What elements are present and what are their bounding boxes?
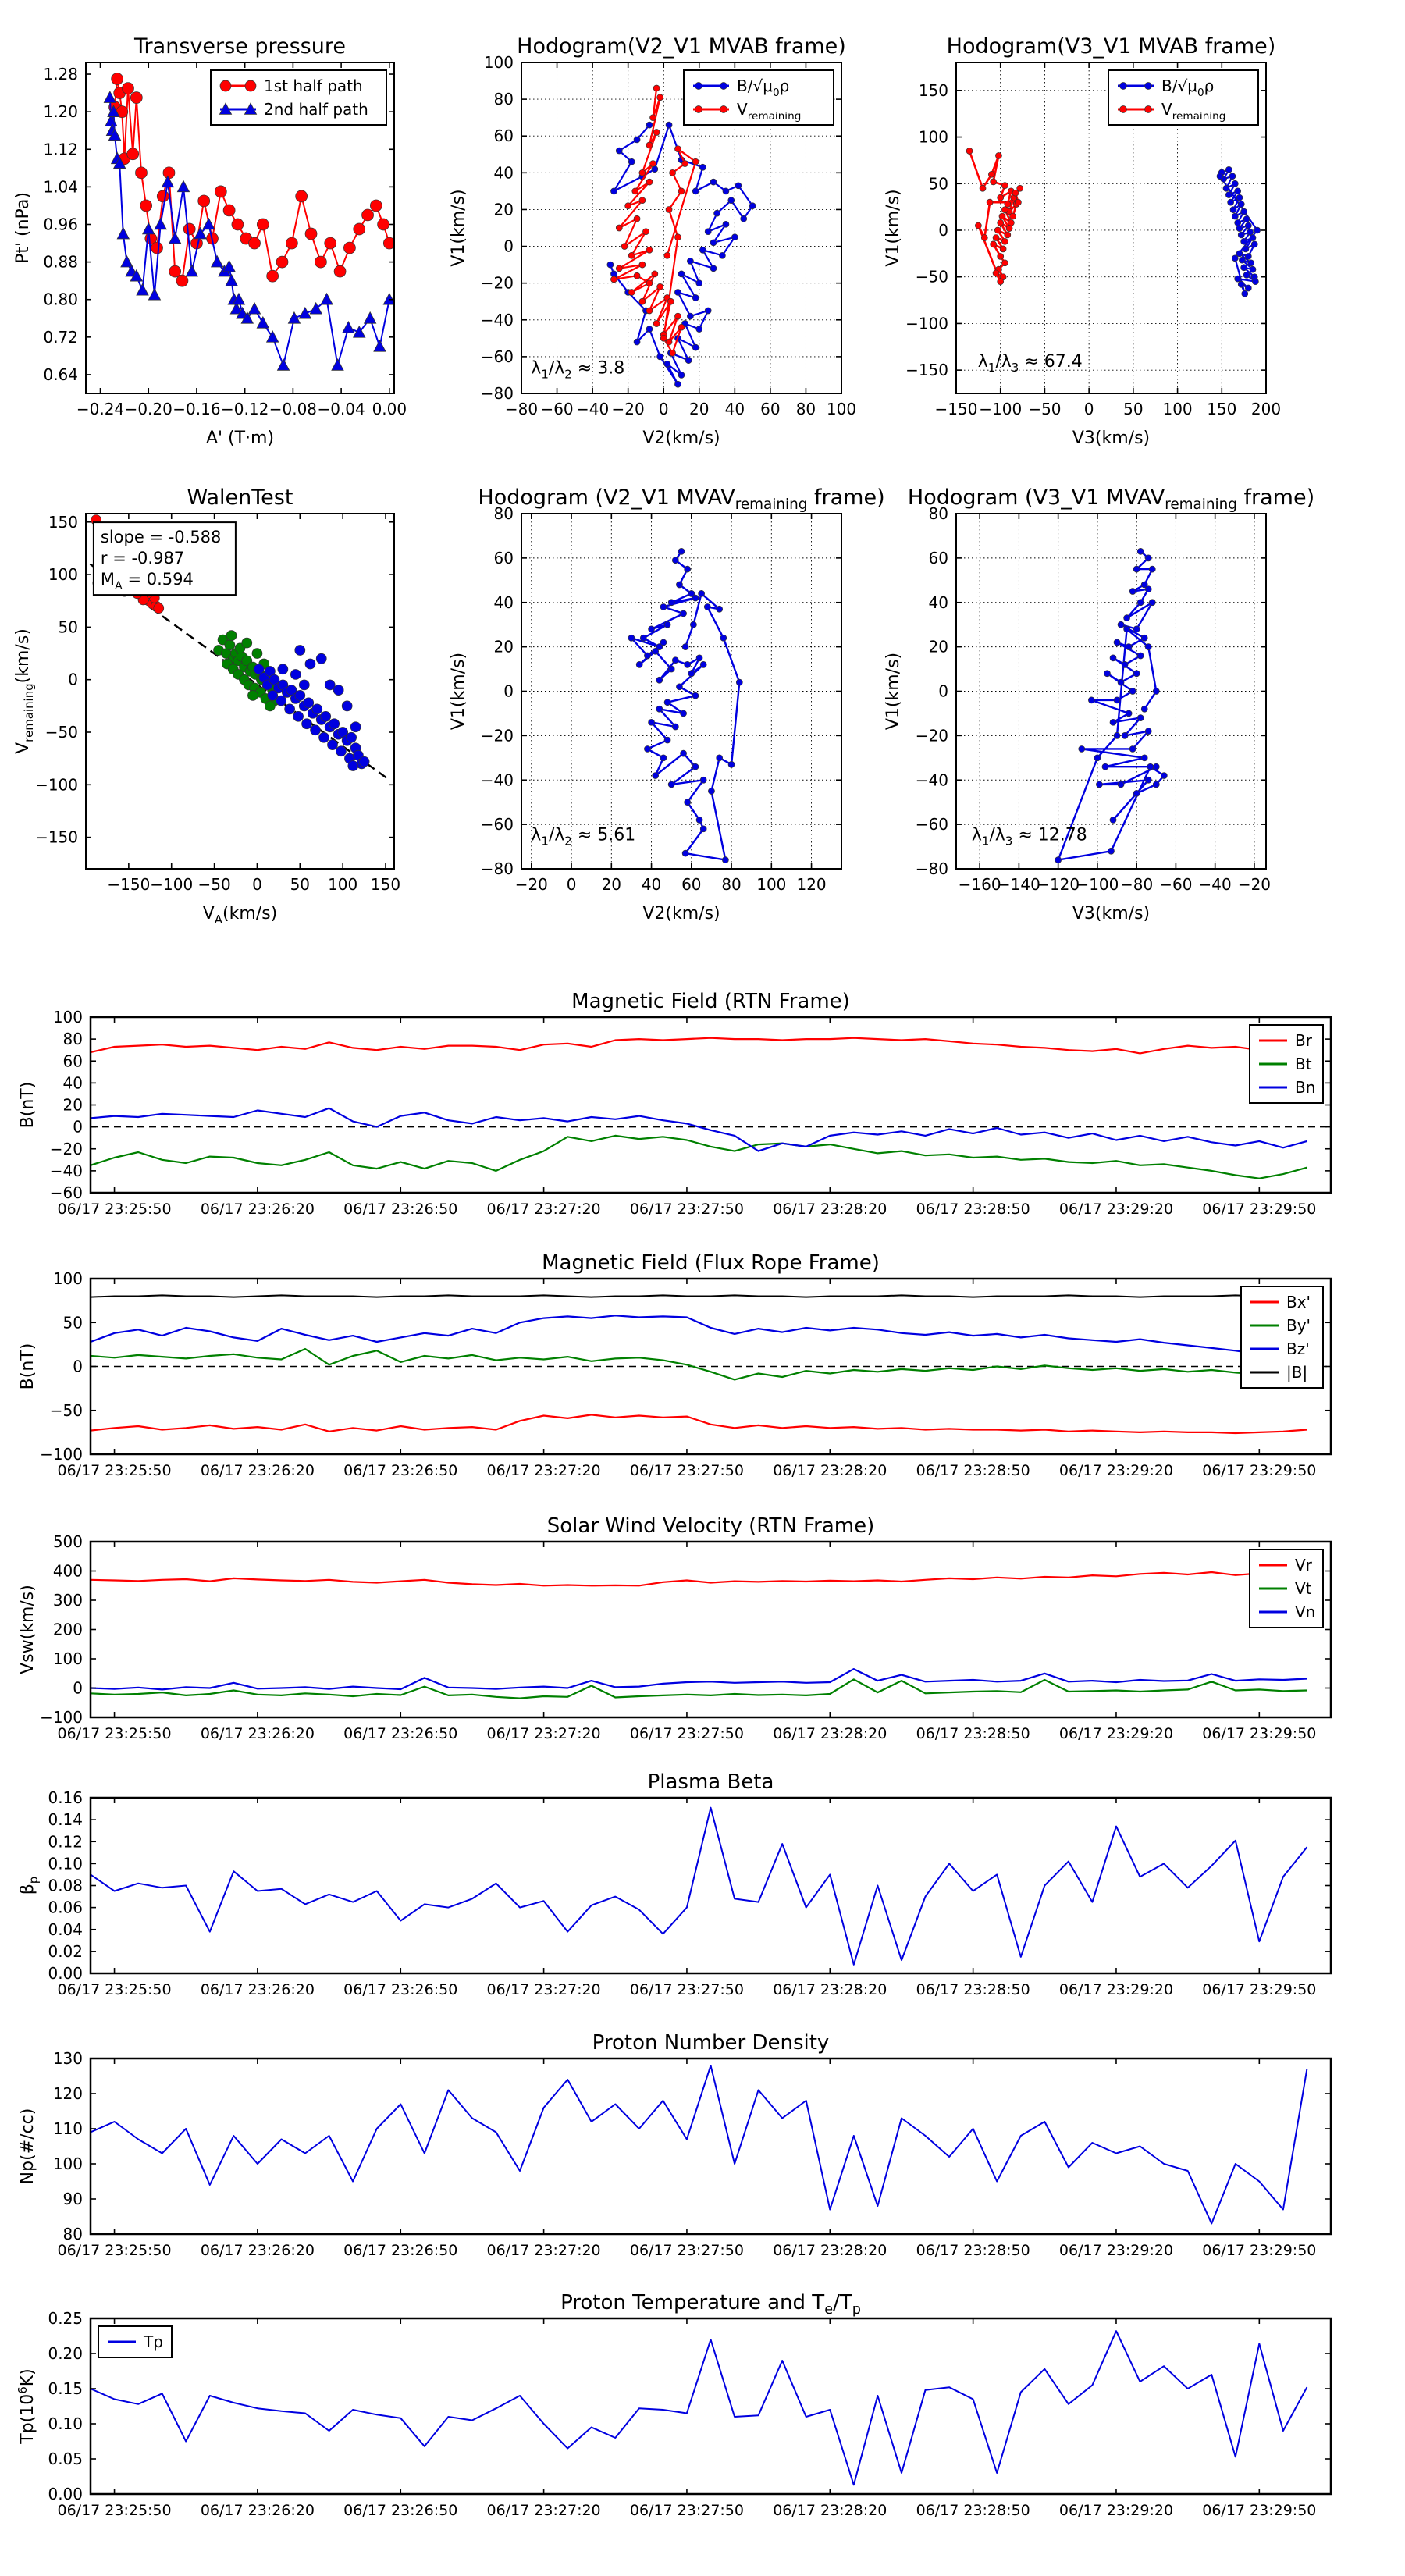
y-tick-label: 300 [52,1591,83,1610]
x-tick-label: 20 [689,400,710,418]
legend-label: Bn [1295,1078,1316,1097]
x-tick-label: 06/17 23:26:20 [200,2242,315,2259]
y-tick-label: 100 [52,1008,83,1026]
panel-hodogram_v3v1_mvav [884,486,1314,923]
x-axis-label: $V_A(km/s)$ [202,904,278,927]
panel-vsw_rtn [18,1514,1331,1742]
x-tick-label: 06/17 23:27:20 [486,2242,601,2259]
series-Bx' [91,1414,1307,1433]
y-tick-label: −60 [480,347,514,366]
axes-box [956,514,1266,869]
y-tick-label: 0.14 [48,1810,83,1830]
x-tick-label: 50 [290,875,311,894]
panel-plasma_beta [18,1770,1331,1998]
panel-walen_test [13,486,400,927]
axes-box [91,1017,1331,1193]
y-axis-label: $Tp(10^6K)$ [16,2368,37,2444]
panel-mag_rtn [18,990,1331,1218]
series-group [91,1038,1307,1179]
y-tick-label: −150 [905,361,948,380]
x-tick-label: −160 [958,875,1001,894]
x-tick-label: 06/17 23:29:50 [1202,2242,1317,2259]
series-Vr [91,1571,1307,1586]
x-tick-label: 06/17 23:28:20 [773,2242,887,2259]
y-axis-label: Np(#/cc) [18,2108,37,2185]
y-tick-label: −20 [480,273,514,293]
x-tick-label: 06/17 23:25:50 [57,2242,172,2259]
x-tick-label: −40 [1198,875,1232,894]
x-tick-label: 06/17 23:27:20 [486,1462,601,1479]
legend-label: Bt [1295,1055,1312,1073]
y-tick-label: 50 [62,1313,83,1332]
x-tick-label: 06/17 23:26:50 [343,2502,458,2519]
y-tick-label: 1.04 [43,177,78,197]
series-group [628,548,742,863]
y-tick-label: 0.88 [43,252,78,272]
y-axis-label: $V_{remaining}(km/s)$ [13,628,36,754]
series-group [91,2331,1307,2485]
x-tick-label: 06/17 23:27:50 [629,2242,745,2259]
y-tick-label: 0 [73,1678,83,1698]
legend-label: $V_{remaining}$ [1161,100,1226,123]
x-tick-label: −50 [1028,400,1062,418]
x-tick-label: 06/17 23:28:50 [916,2502,1030,2519]
annotation: $\lambda_1/\lambda_3 \approx 12.78$ [971,825,1087,849]
y-axis-label: V1(km/s) [449,189,468,267]
y-tick-label: 40 [62,1073,83,1093]
panel-title: Proton Temperature and $T_e/T_p$ [560,2291,861,2318]
legend [1250,1550,1323,1628]
x-tick-label: 06/17 23:28:50 [916,1981,1030,1998]
legend [1108,70,1258,125]
y-tick-label: 150 [918,80,948,100]
x-tick-label: 0 [1083,400,1094,418]
panel-proton_temp [16,2291,1331,2519]
panel-hodogram_v3v1_mvab [884,34,1281,448]
y-tick-label: −20 [915,726,948,745]
y-tick-label: −20 [480,726,514,745]
panel-title: Magnetic Field (RTN Frame) [571,990,850,1013]
x-tick-label: 06/17 23:29:50 [1202,1462,1317,1479]
x-tick-label: −20 [611,400,645,418]
y-tick-label: −100 [40,1708,83,1727]
panel-title: Hodogram(V3_V1 MVAB frame) [946,34,1276,59]
y-tick-label: 0.02 [48,1941,83,1961]
y-tick-label: −80 [915,859,948,878]
x-tick-label: 06/17 23:29:50 [1202,1201,1317,1218]
panel-mag_fluxrope [18,1251,1331,1479]
x-tick-label: 06/17 23:26:50 [343,1462,458,1479]
x-tick-label: 06/17 23:26:50 [343,1725,458,1742]
x-tick-label: −20 [514,875,548,894]
x-tick-label: −100 [979,400,1023,418]
y-tick-label: 80 [493,90,514,109]
y-tick-label: 40 [493,592,514,612]
x-tick-label: 06/17 23:25:50 [57,1981,172,1998]
y-axis-label: V1(km/s) [884,189,903,267]
y-tick-label: 100 [483,53,514,72]
x-tick-label: 50 [1123,400,1144,418]
x-tick-label: 06/17 23:28:20 [773,1462,887,1479]
x-tick-label: −20 [1237,875,1272,894]
y-tick-label: 0 [503,681,514,701]
y-tick-label: 1.28 [43,65,78,84]
y-tick-label: 80 [928,504,948,523]
x-tick-label: 06/17 23:29:20 [1058,1981,1174,1998]
series-group [91,1295,1307,1433]
x-tick-label: −0.24 [76,400,125,418]
panel-title: Hodogram(V2_V1 MVAB frame) [517,34,846,59]
y-tick-label: 0.08 [48,1876,83,1895]
y-tick-label: −150 [35,827,78,847]
x-tick-label: 06/17 23:26:20 [200,1725,315,1742]
panel-title: Solar Wind Velocity (RTN Frame) [546,1514,875,1538]
x-tick-label: −150 [107,875,151,894]
panel-transverse_pressure [13,34,407,448]
y-tick-label: 0.05 [48,2450,83,2468]
panel-title: Magnetic Field (Flux Rope Frame) [542,1251,880,1275]
x-tick-label: 06/17 23:29:50 [1202,1981,1317,1998]
stats-line: r = -0.987 [100,549,185,568]
y-tick-label: 80 [62,1030,83,1049]
x-tick-label: 06/17 23:26:20 [200,2502,315,2519]
panel-title: Plasma Beta [647,1770,774,1794]
x-tick-label: 06/17 23:27:20 [486,1725,601,1742]
y-tick-label: 50 [58,617,78,637]
x-tick-label: −80 [504,400,539,418]
legend-label: Br [1295,1031,1312,1050]
annotation: $\lambda_1/\lambda_3 \approx 67.4$ [977,352,1083,375]
legend-label: 2nd half path [264,100,368,119]
y-tick-label: 100 [52,1269,83,1288]
panel-title: Proton Number Density [592,2031,830,2055]
x-tick-label: −120 [1037,875,1080,894]
y-tick-label: 0 [68,670,78,689]
y-tick-label: 100 [52,1649,83,1668]
y-axis-label: $\beta_p$ [18,1876,41,1895]
x-tick-label: 100 [328,875,358,894]
y-axis-label: Vsw(km/s) [18,1585,37,1674]
x-tick-label: −0.08 [269,400,318,418]
y-tick-label: 0 [938,681,948,701]
x-tick-label: 06/17 23:27:50 [629,1981,745,1998]
x-tick-label: 06/17 23:29:50 [1202,2502,1317,2519]
x-tick-label: 06/17 23:27:50 [629,1725,745,1742]
series-Br [91,1038,1307,1056]
y-tick-label: 0 [938,220,948,240]
legend [1250,1025,1323,1103]
y-tick-label: −40 [915,770,948,790]
y-tick-label: 90 [62,2190,83,2208]
y-tick-label: 0.10 [48,1854,83,1873]
x-tick-label: 200 [1250,400,1282,418]
series-V [631,551,739,859]
x-tick-label: 80 [721,875,742,894]
legend-label: $B/√\mu_0\rho$ [737,76,790,99]
y-tick-label: −80 [480,384,514,403]
y-tick-label: −20 [49,1139,83,1158]
y-tick-label: −80 [480,859,514,878]
x-tick-label: −0.20 [124,400,173,418]
x-tick-label: 06/17 23:26:20 [200,1201,315,1218]
x-tick-label: 0 [252,875,262,894]
series-Tp [91,2331,1307,2485]
series-By' [91,1349,1307,1379]
panel-title: Transverse pressure [134,34,346,59]
legend-label: Bz' [1286,1340,1310,1358]
y-tick-label: 1.20 [43,102,78,122]
x-tick-label: 06/17 23:27:20 [486,1981,601,1998]
series-beta_p [91,1808,1307,1965]
y-tick-label: 60 [493,126,514,146]
x-tick-label: −60 [540,400,574,418]
y-tick-label: 150 [48,512,78,532]
y-tick-label: 100 [48,565,78,585]
x-axis-label: V2(km/s) [642,429,720,448]
y-axis-label: Pt' (nPa) [13,192,33,264]
y-tick-label: 60 [928,548,948,568]
series-Bn [91,1108,1307,1151]
x-tick-label: 06/17 23:27:20 [486,2502,601,2519]
y-tick-label: 400 [52,1561,83,1581]
x-tick-label: 100 [1162,400,1193,418]
x-tick-label: −80 [1120,875,1154,894]
y-tick-label: −40 [49,1161,83,1180]
y-tick-label: 0.25 [48,2309,83,2328]
y-tick-label: 0.00 [48,1964,83,1983]
series-Bt [91,1136,1307,1179]
legend-label: Tp [144,2332,163,2351]
series-Vremaining [614,88,695,353]
x-tick-label: −140 [997,875,1040,894]
y-tick-label: 120 [52,2084,83,2103]
series-Vn [91,1669,1307,1689]
x-tick-label: 60 [681,875,702,894]
legend-label: $V_{remaining}$ [737,100,802,123]
y-tick-label: −50 [915,267,948,286]
stats-line: $M_A = 0.594$ [100,570,194,593]
x-tick-label: 06/17 23:29:20 [1058,2242,1174,2259]
x-tick-label: 06/17 23:26:20 [200,1462,315,1479]
y-tick-label: 0.96 [43,215,78,234]
x-axis-label: A' (T·m) [205,429,275,448]
x-axis-label: V3(km/s) [1072,429,1151,448]
axes-box [91,2058,1331,2234]
x-tick-label: −50 [197,875,231,894]
y-tick-label: −60 [480,815,514,834]
y-tick-label: 40 [928,592,948,612]
y-tick-label: 20 [62,1095,83,1115]
x-tick-label: 150 [1207,400,1237,418]
x-tick-label: 100 [756,875,787,894]
legend [98,2326,172,2357]
y-tick-label: −40 [480,770,514,790]
legend [1241,1286,1323,1388]
y-tick-label: −60 [915,815,948,834]
y-tick-label: 0.04 [48,1920,83,1939]
series-|B| [91,1295,1307,1297]
x-tick-label: 06/17 23:26:50 [343,1201,458,1218]
legend [684,70,834,125]
x-tick-label: 06/17 23:29:50 [1202,1725,1317,1742]
x-tick-label: 06/17 23:28:20 [773,1981,887,1998]
y-tick-label: 60 [62,1051,83,1071]
x-tick-label: 06/17 23:26:50 [343,1981,458,1998]
y-tick-label: 80 [493,504,514,523]
y-tick-label: 50 [928,174,948,194]
y-tick-label: 100 [918,127,948,147]
y-tick-label: −40 [480,310,514,329]
y-tick-label: 110 [52,2119,83,2138]
legend-label: Vr [1295,1556,1312,1574]
series-group [966,148,1261,297]
panel-title: Hodogram (V3_V1 $MVAV_{remaining}$ frame) [907,486,1315,513]
y-axis-label: V1(km/s) [449,652,468,731]
y-tick-label: 20 [493,637,514,656]
x-tick-label: 0 [566,875,577,894]
x-axis-label: V2(km/s) [642,904,720,923]
x-tick-label: −0.12 [221,400,269,418]
panel-title: WalenTest [187,486,293,510]
y-tick-label: 0.06 [48,1898,83,1917]
x-tick-label: 06/17 23:26:20 [200,1981,315,1998]
x-tick-label: −150 [934,400,978,418]
x-tick-label: 06/17 23:25:50 [57,1462,172,1479]
x-axis-label: V3(km/s) [1072,904,1151,923]
y-tick-label: 0 [73,1357,83,1376]
x-tick-label: 06/17 23:27:50 [629,1462,745,1479]
x-tick-label: 120 [796,875,827,894]
y-tick-label: 0.20 [48,2344,83,2363]
x-tick-label: 06/17 23:28:50 [916,1725,1030,1742]
x-tick-label: 06/17 23:27:20 [486,1201,601,1218]
x-tick-label: 40 [641,875,662,894]
x-tick-label: 06/17 23:25:50 [57,1201,172,1218]
x-tick-label: 06/17 23:28:20 [773,1725,887,1742]
x-tick-label: −100 [150,875,194,894]
y-tick-label: −100 [40,1445,83,1464]
x-tick-label: 06/17 23:29:20 [1058,2502,1174,2519]
y-tick-label: 0.15 [48,2379,83,2398]
legend-label: $B/√\mu_0\rho$ [1161,76,1215,99]
y-tick-label: −100 [35,775,78,795]
x-tick-label: 06/17 23:28:50 [916,1462,1030,1479]
legend-label: 1st half path [264,76,363,95]
y-tick-label: 0.80 [43,290,78,309]
x-tick-label: 06/17 23:28:50 [916,1201,1030,1218]
x-tick-label: 60 [760,400,781,418]
y-tick-label: 0.12 [48,1832,83,1852]
y-tick-label: 130 [52,2049,83,2068]
legend [211,70,386,125]
x-tick-label: 150 [370,875,401,894]
y-tick-label: 0.10 [48,2414,83,2433]
x-tick-label: 06/17 23:25:50 [57,2502,172,2519]
x-tick-label: 0.00 [372,400,407,418]
x-tick-label: 06/17 23:28:50 [916,2242,1030,2259]
y-tick-label: 40 [493,163,514,183]
axes-box [91,1798,1331,1973]
y-tick-label: 0 [503,237,514,256]
y-tick-label: 1.12 [43,140,78,159]
y-tick-label: 20 [928,637,948,656]
y-axis-label: B(nT) [18,1081,37,1129]
x-tick-label: 40 [724,400,745,418]
x-tick-label: 06/17 23:29:20 [1058,1201,1174,1218]
panel-title: Hodogram (V2_V1 $MVAV_{remaining}$ frame) [478,486,885,513]
panel-hodogram_v2v1_mvab [449,34,856,448]
x-tick-label: 0 [658,400,669,418]
series-group [91,2065,1307,2224]
y-axis-label: B(nT) [18,1343,37,1390]
series-Bz' [91,1315,1307,1354]
y-tick-label: 500 [52,1532,83,1551]
y-tick-label: −50 [49,1400,83,1420]
legend-label: |B| [1286,1363,1308,1382]
x-tick-label: −60 [1159,875,1193,894]
series-Np [91,2065,1307,2224]
legend-label: By' [1286,1316,1311,1335]
panel-proton_density [18,2031,1331,2259]
y-tick-label: 20 [493,200,514,219]
y-tick-label: 80 [62,2225,83,2243]
y-tick-label: 60 [493,548,514,568]
x-tick-label: 06/17 23:27:50 [629,2502,745,2519]
x-tick-label: 06/17 23:26:50 [343,2242,458,2259]
series-V [1058,551,1165,859]
y-tick-label: 100 [52,2154,83,2173]
y-tick-label: 0.16 [48,1788,83,1807]
series-group [91,1571,1307,1699]
y-tick-label: 200 [52,1620,83,1639]
y-tick-label: 0.64 [43,365,78,384]
series-group [607,85,756,387]
x-tick-label: 06/17 23:25:50 [57,1725,172,1742]
y-tick-label: −60 [49,1183,83,1202]
y-axis-label: V1(km/s) [884,652,903,731]
legend-label: Vt [1295,1579,1312,1598]
series-group [91,1808,1307,1965]
annotation: $\lambda_1/\lambda_2 \approx 3.8$ [531,358,625,382]
stats-line: slope = -0.588 [100,528,222,547]
x-tick-label: 20 [601,875,622,894]
legend-label: Vn [1295,1603,1316,1621]
y-tick-label: 0 [73,1117,83,1137]
x-tick-label: 06/17 23:29:20 [1058,1725,1174,1742]
x-tick-label: −100 [1076,875,1119,894]
y-tick-label: 0.72 [43,327,78,347]
x-tick-label: 06/17 23:28:20 [773,1201,887,1218]
x-tick-label: −0.04 [317,400,365,418]
x-tick-label: 06/17 23:28:20 [773,2502,887,2519]
y-tick-label: 0.00 [48,2485,83,2503]
panel-hodogram_v2v1_mvav [449,486,885,923]
x-tick-label: 80 [795,400,816,418]
x-tick-label: 06/17 23:27:50 [629,1201,745,1218]
annotation: $\lambda_1/\lambda_2 \approx 5.61$ [531,825,636,849]
x-tick-label: −0.16 [173,400,221,418]
y-tick-label: −100 [905,314,948,333]
x-tick-label: 06/17 23:29:20 [1058,1462,1174,1479]
y-tick-label: −50 [44,723,78,742]
x-tick-label: 100 [826,400,857,418]
series-group [1055,548,1168,863]
legend-label: Bx' [1286,1293,1311,1311]
axes-box [91,2318,1331,2494]
x-tick-label: −40 [576,400,610,418]
